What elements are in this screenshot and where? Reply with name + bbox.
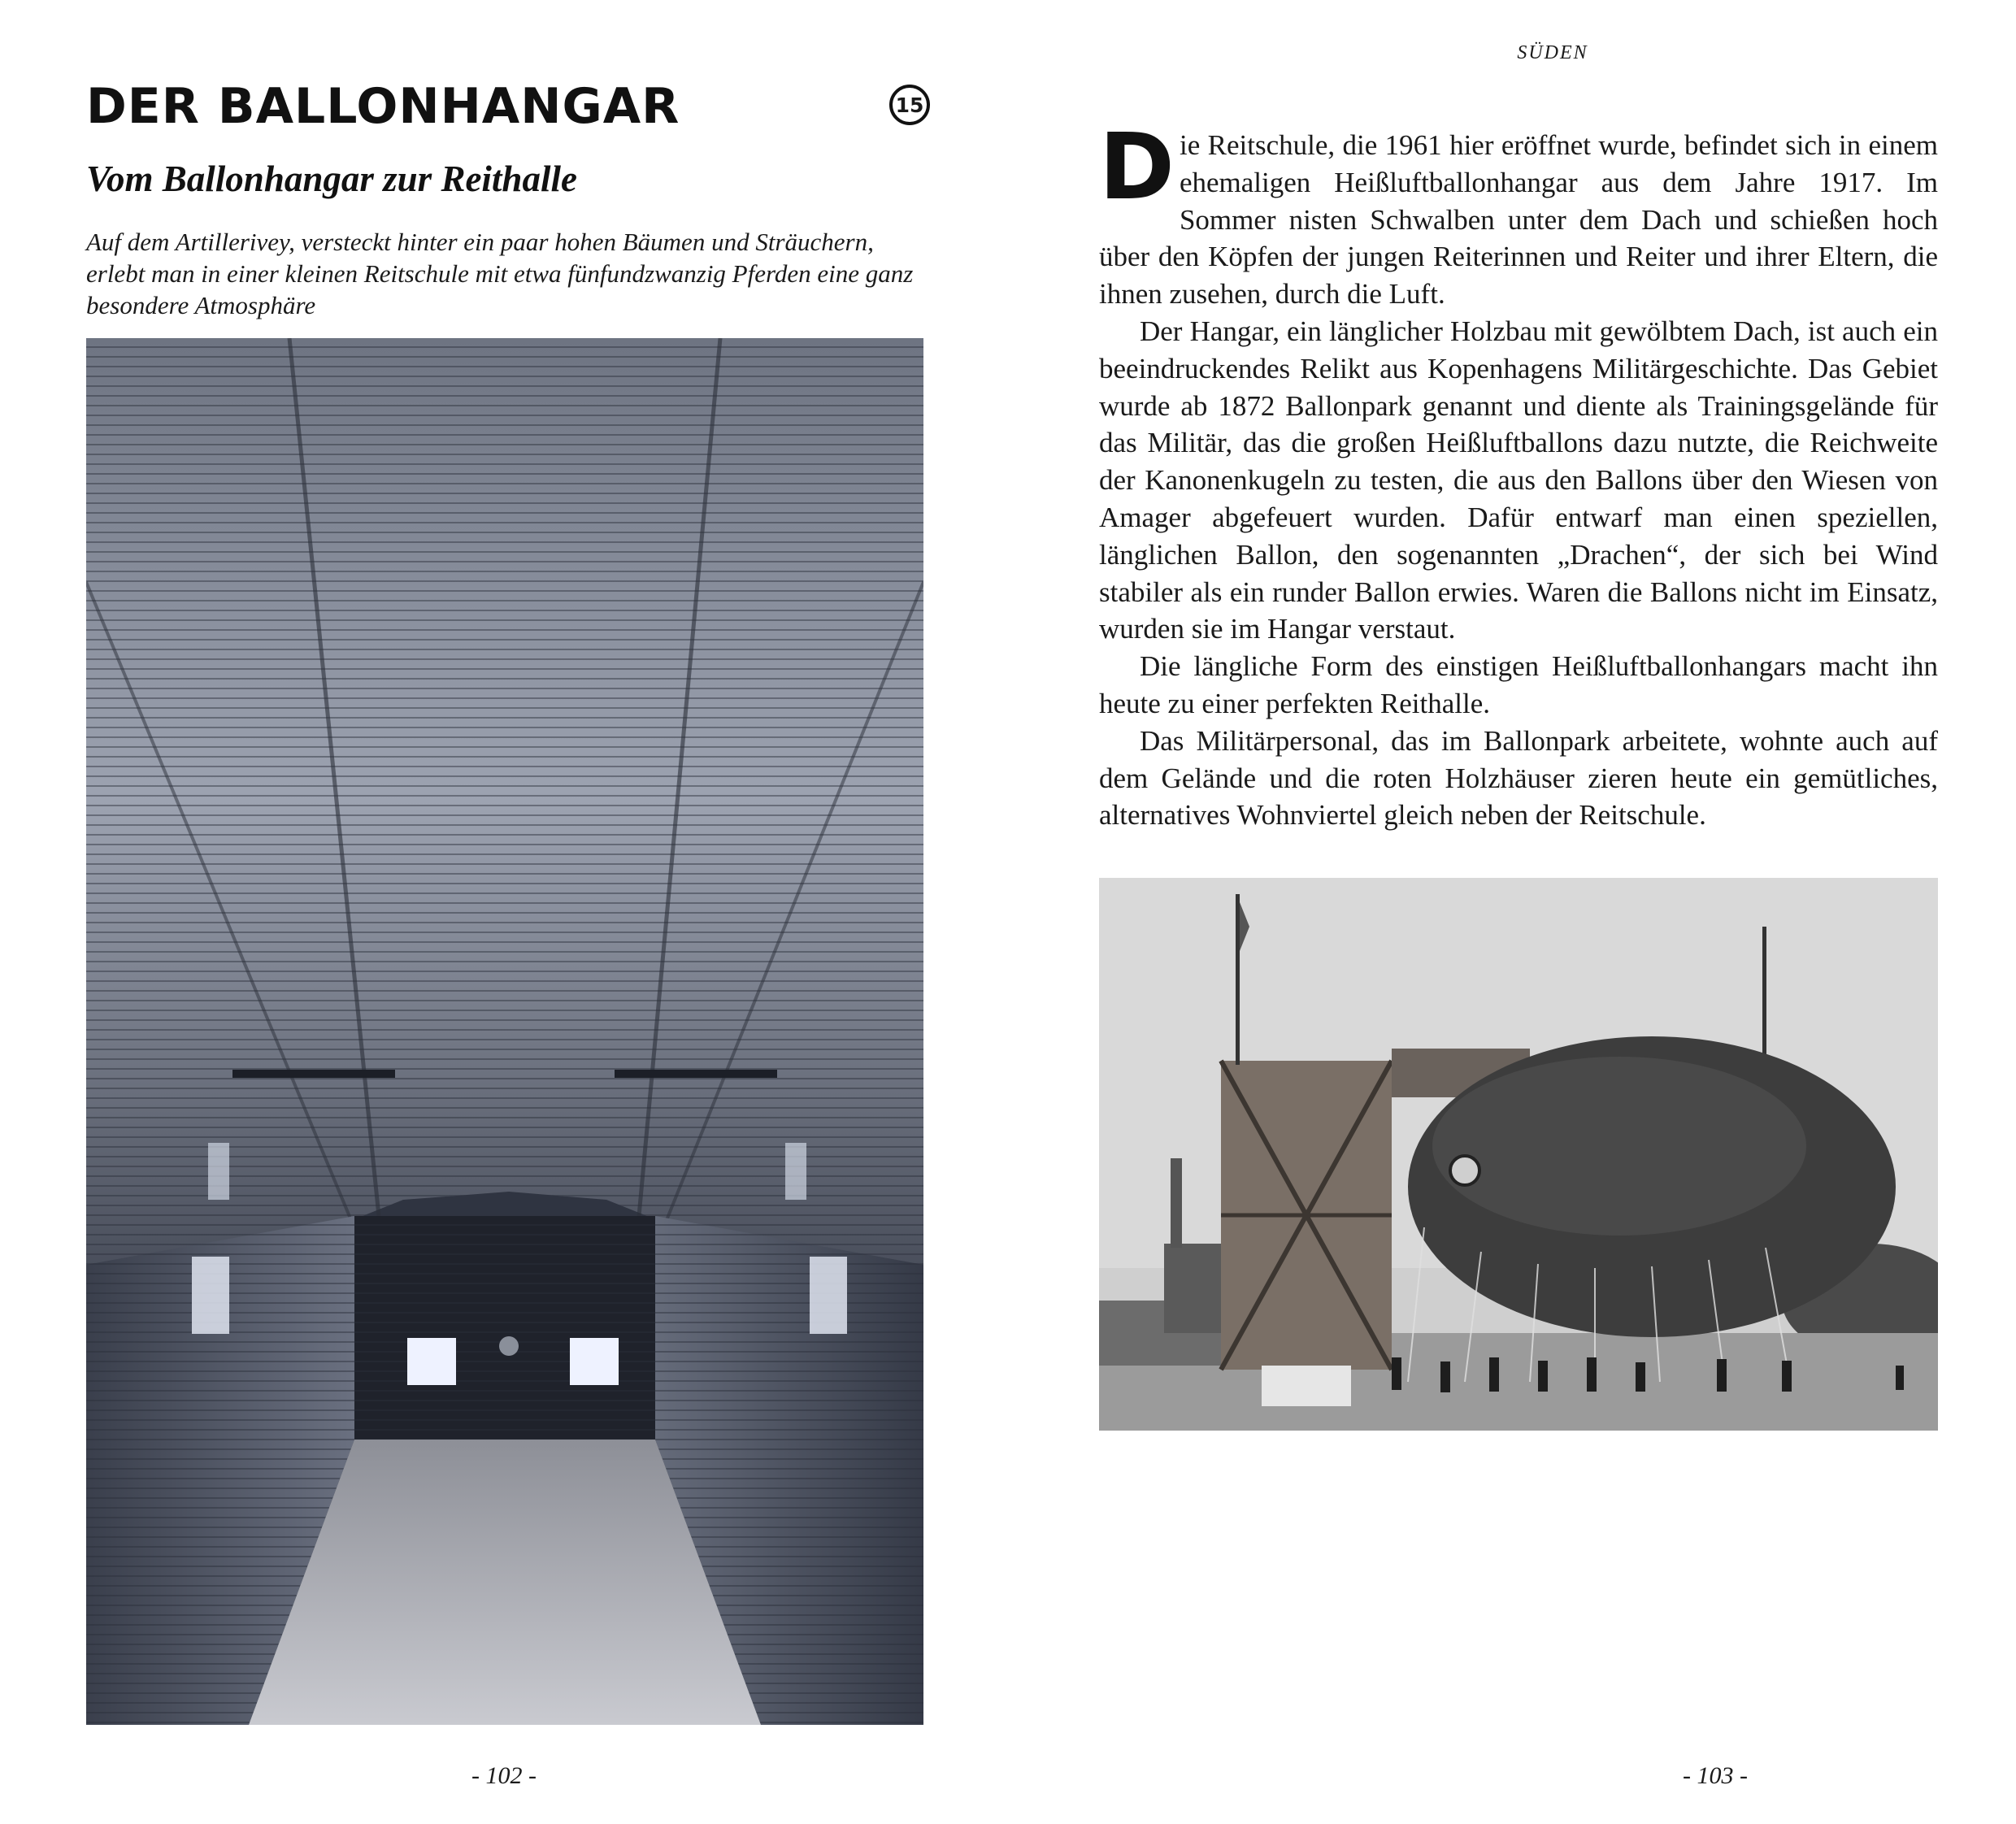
page-number-left: - 102 - xyxy=(471,1762,537,1789)
drop-cap: D xyxy=(1099,115,1175,220)
body-paragraph-2: Der Hangar, ein länglicher Holzbau mit gewölbtem Dach, ist auch ein beeindruckendes Relikt aus Kopenhagens Militärgeschichte. Das Gebiet wurde ab 1872 Ballonpark genannt und diente als Trainingsgelände für das Militär, das die großen Heißluftballons dazu nutzte, die Reichweite der Kanonenkugeln zu testen, die aus den Ballons über den Wiesen von Amager abgefeuert wurden. Dafür entwarf man einen speziellen, länglichen Ballon, den sogenannten „Drachen“, der sich bei Wind stabiler als ein runder Ballon erwies. Waren die Ballons nicht im Einsatz, wurden sie im Hangar verstaut. xyxy=(1099,315,1938,645)
body-paragraph-3: Die längliche Form des einstigen Heißluftballonhangars macht ihn heute zu einer perfekten Reithalle. xyxy=(1099,650,1938,719)
lead-text: Auf dem Artillerivey, versteckt hinter ein paar hohen Bäumen und Sträuchern, erlebt man in einer kleinen Reitschule mit etwa fünfundzwanzig Pferden eine ganz besondere Atmosphäre xyxy=(86,228,914,319)
body-paragraph-4: Das Militärpersonal, das im Ballonpark arbeitete, wohnte auch auf dem Gelände und die roten Holzhäuser zieren heute ein gemütliches, alternatives Wohnviertel gleich neben der Reitschule. xyxy=(1099,724,1938,832)
airship-hangar-photo xyxy=(1099,878,1938,1431)
page-number-right: - 103 - xyxy=(1683,1762,1748,1789)
right-page xyxy=(1008,0,2016,1824)
page-title: DER BALLONHANGAR xyxy=(86,78,680,135)
body-paragraph-1: Die Reitschule, die 1961 hier eröffnet wurde, befindet sich in einem ehemaligen Heißluftballonhangar aus dem Jahre 1917. Im Sommer nisten Schwalben unter dem Dach und schießen hoch über den Köpfen der jungen Reiterinnen und Reiter und ihrer Eltern, die ihnen zusehen, durch die Luft. xyxy=(1099,115,1938,311)
body-text xyxy=(1099,115,1938,834)
hangar-interior-photo xyxy=(86,338,923,1725)
running-head: SÜDEN xyxy=(1517,42,1588,63)
entry-number-badge: 15 xyxy=(889,85,930,125)
page-subtitle: Vom Ballonhangar zur Reithalle xyxy=(86,159,577,199)
